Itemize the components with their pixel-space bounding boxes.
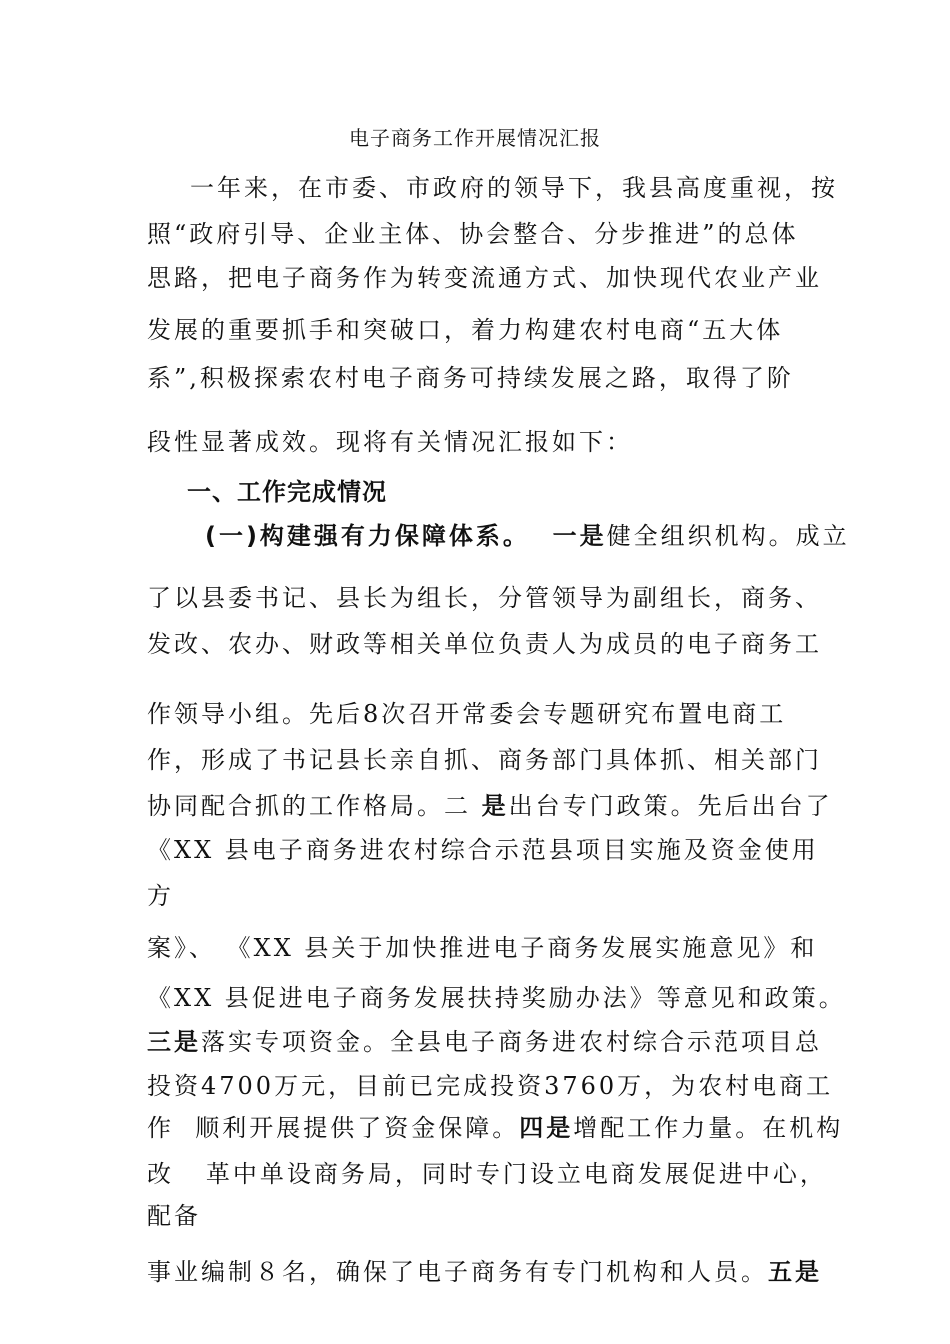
line-bold: 四是 bbox=[519, 1114, 574, 1142]
paragraph-line: 了以县委书记、县长为组长，分管领导为副组长，商务、 bbox=[147, 584, 822, 612]
document-title: 电子商务工作开展情况汇报 bbox=[349, 126, 601, 150]
paragraph-line bbox=[147, 1256, 822, 1288]
paragraph-line: 《XX 县促进电子商务发展扶持奖励办法》等意见和政策。 bbox=[147, 984, 846, 1012]
paragraph-line: 段性显著成效。现将有关情况汇报如下： bbox=[147, 428, 633, 456]
subheading-rest: 健全组织机构。成立 bbox=[606, 522, 850, 550]
paragraph-line bbox=[147, 790, 833, 822]
line-text: 作 顺利开展提供了资金保障。 bbox=[147, 1114, 520, 1142]
section-heading: 一、工作完成情况 bbox=[187, 478, 387, 506]
line-text: 协同配合抓的工作格局。二 bbox=[147, 792, 482, 820]
paragraph-line bbox=[147, 1026, 822, 1058]
paragraph-line: 发改、农办、财政等相关单位负责人为成员的电子商务工 bbox=[147, 630, 822, 658]
paragraph-line: 配备 bbox=[147, 1202, 201, 1230]
line-bold: 五是 bbox=[768, 1258, 822, 1286]
line-rest: 增配工作力量。在机构 bbox=[573, 1114, 844, 1142]
line-bold: 三是 bbox=[147, 1028, 201, 1056]
paragraph-line: 作领导小组。先后8次召开常委会专题研究布置电商工 bbox=[147, 700, 787, 728]
paragraph-line: 《XX 县电子商务进农村综合示范县项目实施及资金使用 bbox=[147, 836, 819, 864]
line-rest: 落实专项资金。全县电子商务进农村综合示范项目总 bbox=[201, 1028, 822, 1056]
paragraph-line: 思路，把电子商务作为转变流通方式、加快现代农业产业 bbox=[147, 264, 822, 292]
line-text: 事业编制８名，确保了电子商务有专门机构和人员。 bbox=[147, 1258, 768, 1286]
paragraph-line: 方 bbox=[147, 882, 174, 910]
paragraph-line: 照“政府引导、企业主体、协会整合、分步推进”的总体 bbox=[147, 220, 799, 248]
paragraph-line: 系”,积极探索农村电子商务可持续发展之路，取得了阶 bbox=[147, 364, 794, 392]
paragraph-line: 改 革中单设商务局，同时专门设立电商发展促进中心， bbox=[147, 1160, 827, 1188]
line-bold: 是 bbox=[481, 792, 509, 820]
paragraph-line: 作，形成了书记县长亲自抓、商务部门具体抓、相关部门 bbox=[147, 746, 822, 774]
paragraph-line bbox=[147, 1112, 843, 1144]
subheading-line bbox=[205, 520, 850, 552]
paragraph-line: 投资4700万元，目前已完成投资3760万，为农村电商工 bbox=[147, 1072, 834, 1100]
paragraph-line: 一年来，在市委、市政府的领导下，我县高度重视，按 bbox=[190, 174, 838, 202]
subheading-bold: (一)构建强有力保障体系。 一是 bbox=[205, 522, 607, 550]
line-rest: 出台专门政策。先后出台了 bbox=[508, 792, 833, 820]
paragraph-line: 案》、 《XX 县关于加快推进电子商务发展实施意见》和 bbox=[147, 934, 818, 962]
paragraph-line: 发展的重要抓手和突破口，着力构建农村电商“五大体 bbox=[147, 316, 784, 344]
